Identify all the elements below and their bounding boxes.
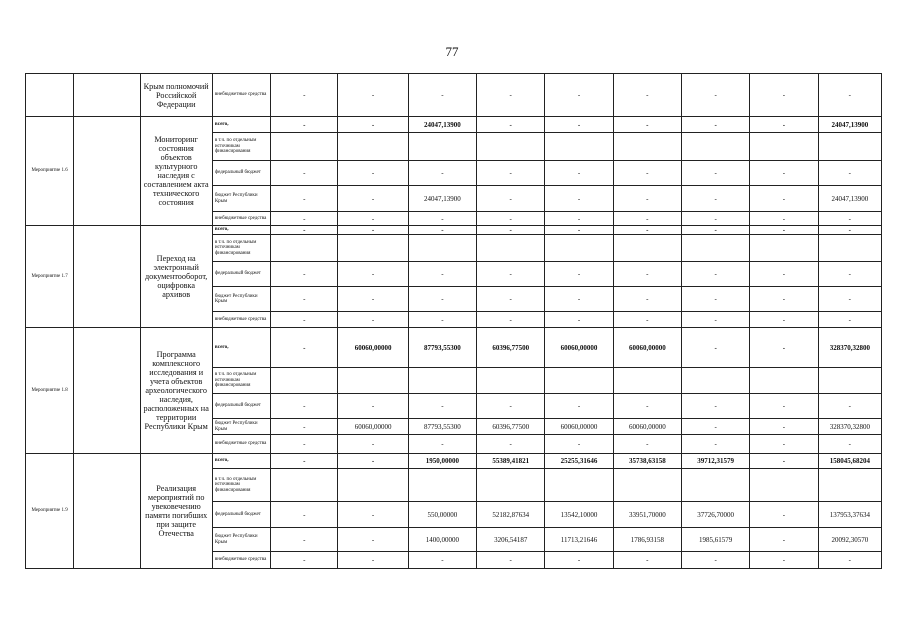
responsible-cell — [74, 226, 140, 328]
responsible-cell — [74, 454, 140, 569]
amount-cell: 328370,32800 — [818, 419, 881, 435]
amount-cell: - — [271, 262, 338, 287]
responsible-cell — [74, 117, 140, 226]
amount-cell — [818, 235, 881, 262]
amount-cell: - — [613, 117, 681, 133]
amount-cell: - — [613, 161, 681, 186]
amount-cell: 137953,37634 — [818, 502, 881, 528]
measure-code: Мероприятие 1.7 — [26, 226, 74, 328]
amount-cell: - — [271, 435, 338, 454]
measure-title: Крым полномочий Российской Федерации — [140, 74, 212, 117]
funding-source-label: всего, — [212, 328, 270, 368]
amount-cell: - — [408, 226, 476, 235]
amount-cell: - — [682, 552, 750, 569]
amount-cell: - — [613, 74, 681, 117]
amount-cell: - — [682, 161, 750, 186]
amount-cell: - — [545, 74, 613, 117]
amount-cell: - — [750, 262, 818, 287]
amount-cell: 158045,68204 — [818, 454, 881, 469]
amount-cell: - — [338, 226, 408, 235]
amount-cell: - — [338, 262, 408, 287]
amount-cell: - — [682, 262, 750, 287]
budget-table — [25, 73, 882, 569]
amount-cell — [545, 133, 613, 161]
amount-cell: - — [338, 552, 408, 569]
amount-cell: - — [271, 502, 338, 528]
amount-cell — [271, 469, 338, 502]
amount-cell: - — [818, 262, 881, 287]
amount-cell: - — [818, 226, 881, 235]
table-row — [26, 226, 882, 235]
amount-cell: - — [818, 394, 881, 419]
amount-cell: - — [682, 226, 750, 235]
amount-cell — [750, 133, 818, 161]
amount-cell: 1400,00000 — [408, 528, 476, 552]
amount-cell: - — [613, 212, 681, 226]
amount-cell: - — [682, 328, 750, 368]
table-row — [26, 328, 882, 368]
amount-cell: 24047,13900 — [818, 117, 881, 133]
amount-cell: - — [545, 312, 613, 328]
amount-cell: 37726,70000 — [682, 502, 750, 528]
amount-cell: 55389,41821 — [477, 454, 545, 469]
amount-cell: 20092,30570 — [818, 528, 881, 552]
amount-cell: - — [271, 117, 338, 133]
amount-cell: - — [477, 435, 545, 454]
funding-source-label: внебюджетные средства — [212, 312, 270, 328]
amount-cell: 13542,10000 — [545, 502, 613, 528]
amount-cell: - — [545, 212, 613, 226]
amount-cell — [271, 235, 338, 262]
amount-cell: - — [271, 312, 338, 328]
amount-cell: - — [613, 312, 681, 328]
amount-cell: - — [338, 454, 408, 469]
amount-cell: 24047,13900 — [408, 186, 476, 212]
amount-cell: - — [818, 552, 881, 569]
amount-cell — [338, 235, 408, 262]
funding-source-label: внебюджетные средства — [212, 552, 270, 569]
funding-source-label: внебюджетные средства — [212, 212, 270, 226]
amount-cell: - — [750, 226, 818, 235]
amount-cell: - — [613, 287, 681, 312]
amount-cell — [682, 469, 750, 502]
amount-cell: - — [818, 161, 881, 186]
amount-cell: - — [271, 419, 338, 435]
amount-cell: - — [818, 74, 881, 117]
amount-cell: - — [682, 117, 750, 133]
measure-code: Мероприятие 1.6 — [26, 117, 74, 226]
amount-cell: - — [408, 212, 476, 226]
amount-cell: 52182,87634 — [477, 502, 545, 528]
amount-cell — [477, 368, 545, 394]
funding-source-label: всего, — [212, 117, 270, 133]
amount-cell: - — [750, 186, 818, 212]
amount-cell: - — [750, 552, 818, 569]
amount-cell: - — [750, 454, 818, 469]
amount-cell — [408, 368, 476, 394]
amount-cell: - — [818, 312, 881, 328]
measure-code: Мероприятие 1.9 — [26, 454, 74, 569]
amount-cell: - — [818, 212, 881, 226]
amount-cell: - — [750, 394, 818, 419]
amount-cell: 87793,55300 — [408, 328, 476, 368]
amount-cell: 1786,93158 — [613, 528, 681, 552]
measure-title: Реализация мероприятий по увековечению памяти погибших при защите Отечества — [140, 454, 212, 569]
amount-cell — [271, 368, 338, 394]
amount-cell — [682, 133, 750, 161]
amount-cell — [613, 368, 681, 394]
amount-cell — [477, 235, 545, 262]
amount-cell: - — [271, 212, 338, 226]
funding-source-label: бюджет Республики Крым — [212, 186, 270, 212]
measure-title: Переход на электронный документооборот, оцифровка архивов — [140, 226, 212, 328]
amount-cell: - — [408, 552, 476, 569]
amount-cell — [338, 368, 408, 394]
amount-cell: - — [750, 528, 818, 552]
amount-cell: - — [682, 419, 750, 435]
amount-cell — [408, 235, 476, 262]
amount-cell: - — [613, 552, 681, 569]
funding-source-label: всего, — [212, 454, 270, 469]
amount-cell: - — [750, 312, 818, 328]
amount-cell — [613, 235, 681, 262]
table-row — [26, 74, 882, 117]
amount-cell: - — [477, 117, 545, 133]
amount-cell: - — [750, 287, 818, 312]
amount-cell: - — [271, 74, 338, 117]
funding-source-label: бюджет Республики Крым — [212, 287, 270, 312]
funding-source-label: в т.ч. по отдельным источникам финансирования — [212, 235, 270, 262]
amount-cell — [818, 133, 881, 161]
funding-source-label: федеральный бюджет — [212, 262, 270, 287]
amount-cell: - — [750, 212, 818, 226]
funding-source-label: в т.ч. по отдельным источникам финансирования — [212, 469, 270, 502]
measure-title: Мониторинг состояния объектов культурного наследия с составлением акта технического состояния — [140, 117, 212, 226]
amount-cell: - — [477, 262, 545, 287]
measure-code — [26, 74, 74, 117]
amount-cell: - — [271, 394, 338, 419]
funding-source-label: в т.ч. по отдельным источникам финансирования — [212, 368, 270, 394]
amount-cell: - — [613, 435, 681, 454]
amount-cell: - — [545, 435, 613, 454]
amount-cell: - — [613, 186, 681, 212]
amount-cell: - — [477, 74, 545, 117]
amount-cell: - — [271, 328, 338, 368]
measure-code: Мероприятие 1.8 — [26, 328, 74, 454]
amount-cell: 24047,13900 — [818, 186, 881, 212]
amount-cell: - — [271, 287, 338, 312]
amount-cell: 60060,00000 — [545, 419, 613, 435]
amount-cell: - — [338, 502, 408, 528]
amount-cell: - — [545, 186, 613, 212]
amount-cell: - — [682, 74, 750, 117]
amount-cell — [613, 133, 681, 161]
amount-cell: - — [408, 435, 476, 454]
amount-cell: - — [682, 312, 750, 328]
amount-cell: - — [545, 394, 613, 419]
amount-cell: - — [338, 74, 408, 117]
amount-cell: - — [408, 262, 476, 287]
amount-cell: - — [271, 161, 338, 186]
amount-cell — [545, 235, 613, 262]
amount-cell: - — [545, 287, 613, 312]
amount-cell: - — [682, 287, 750, 312]
amount-cell: - — [818, 287, 881, 312]
amount-cell: - — [477, 312, 545, 328]
amount-cell: - — [613, 226, 681, 235]
amount-cell — [750, 368, 818, 394]
responsible-cell — [74, 74, 140, 117]
amount-cell: - — [682, 435, 750, 454]
amount-cell: - — [271, 226, 338, 235]
amount-cell — [408, 469, 476, 502]
amount-cell: 3206,54187 — [477, 528, 545, 552]
amount-cell: 60060,00000 — [545, 328, 613, 368]
amount-cell: - — [682, 212, 750, 226]
amount-cell: - — [338, 528, 408, 552]
amount-cell: - — [338, 117, 408, 133]
amount-cell: - — [750, 117, 818, 133]
funding-source-label: бюджет Республики Крым — [212, 419, 270, 435]
amount-cell: 60060,00000 — [613, 328, 681, 368]
amount-cell: - — [750, 74, 818, 117]
amount-cell: 24047,13900 — [408, 117, 476, 133]
amount-cell: - — [818, 435, 881, 454]
amount-cell: 87793,55300 — [408, 419, 476, 435]
amount-cell: - — [338, 161, 408, 186]
amount-cell: 39712,31579 — [682, 454, 750, 469]
amount-cell: - — [613, 394, 681, 419]
amount-cell: - — [545, 161, 613, 186]
amount-cell: - — [271, 528, 338, 552]
amount-cell: - — [750, 435, 818, 454]
amount-cell: 11713,21646 — [545, 528, 613, 552]
amount-cell: - — [271, 552, 338, 569]
amount-cell: - — [750, 502, 818, 528]
funding-source-label: всего, — [212, 226, 270, 235]
amount-cell: - — [750, 161, 818, 186]
amount-cell — [682, 368, 750, 394]
amount-cell: - — [271, 186, 338, 212]
amount-cell — [477, 469, 545, 502]
amount-cell: - — [408, 394, 476, 419]
amount-cell: 328370,32800 — [818, 328, 881, 368]
amount-cell: - — [545, 117, 613, 133]
amount-cell: 35738,63158 — [613, 454, 681, 469]
amount-cell — [477, 133, 545, 161]
amount-cell: - — [477, 552, 545, 569]
amount-cell — [682, 235, 750, 262]
amount-cell: - — [271, 454, 338, 469]
amount-cell — [613, 469, 681, 502]
amount-cell — [338, 469, 408, 502]
page-number: 77 — [445, 44, 459, 59]
funding-source-label: федеральный бюджет — [212, 394, 270, 419]
amount-cell: - — [545, 226, 613, 235]
amount-cell: - — [338, 435, 408, 454]
amount-cell: - — [477, 287, 545, 312]
amount-cell — [271, 133, 338, 161]
amount-cell: - — [477, 186, 545, 212]
amount-cell: 1985,61579 — [682, 528, 750, 552]
amount-cell: 60396,77500 — [477, 328, 545, 368]
amount-cell: - — [477, 394, 545, 419]
amount-cell: 1950,00000 — [408, 454, 476, 469]
measure-title: Программа комплексного исследования и учета объектов археологического наследия, расположенных на территории Республики Крым — [140, 328, 212, 454]
funding-source-label: бюджет Республики Крым — [212, 528, 270, 552]
amount-cell: - — [477, 226, 545, 235]
amount-cell — [750, 469, 818, 502]
amount-cell: - — [408, 287, 476, 312]
amount-cell — [545, 469, 613, 502]
amount-cell — [818, 469, 881, 502]
amount-cell — [545, 368, 613, 394]
amount-cell: 550,00000 — [408, 502, 476, 528]
amount-cell: - — [545, 262, 613, 287]
amount-cell: - — [545, 552, 613, 569]
amount-cell — [818, 368, 881, 394]
amount-cell: - — [477, 161, 545, 186]
amount-cell: 60060,00000 — [338, 419, 408, 435]
amount-cell: 60060,00000 — [338, 328, 408, 368]
amount-cell: - — [408, 161, 476, 186]
amount-cell — [750, 235, 818, 262]
amount-cell: - — [408, 74, 476, 117]
amount-cell: 60396,77500 — [477, 419, 545, 435]
table-row — [26, 454, 882, 469]
amount-cell: - — [338, 186, 408, 212]
amount-cell: - — [477, 212, 545, 226]
amount-cell: 60060,00000 — [613, 419, 681, 435]
amount-cell: - — [682, 186, 750, 212]
funding-source-label: федеральный бюджет — [212, 161, 270, 186]
responsible-cell — [74, 328, 140, 454]
amount-cell: - — [338, 287, 408, 312]
amount-cell: 25255,31646 — [545, 454, 613, 469]
amount-cell: - — [750, 328, 818, 368]
funding-source-label: федеральный бюджет — [212, 502, 270, 528]
amount-cell: - — [682, 394, 750, 419]
funding-source-label: в т.ч. по отдельным источникам финансирования — [212, 133, 270, 161]
amount-cell: - — [750, 419, 818, 435]
amount-cell: - — [408, 312, 476, 328]
amount-cell: - — [338, 312, 408, 328]
amount-cell — [338, 133, 408, 161]
funding-source-label: внебюджетные средства — [212, 435, 270, 454]
table-row — [26, 117, 882, 133]
amount-cell: - — [338, 394, 408, 419]
amount-cell — [408, 133, 476, 161]
amount-cell: 33951,70000 — [613, 502, 681, 528]
funding-source-label: внебюджетные средства — [212, 74, 270, 117]
amount-cell: - — [613, 262, 681, 287]
amount-cell: - — [338, 212, 408, 226]
